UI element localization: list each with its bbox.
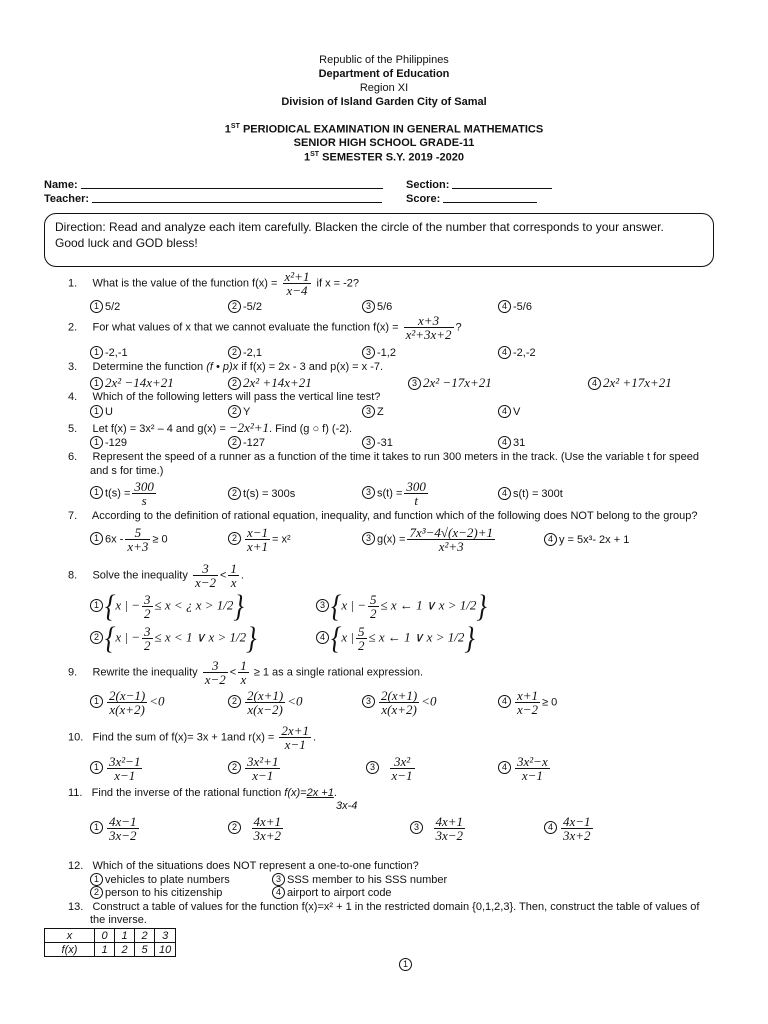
name-line[interactable] [81,179,383,189]
direction-text: Read and analyze each item carefully. Blacken the circle of the number that corresponds to your answer. [109,220,664,234]
section-label: Section: [406,179,450,191]
q12-option-2[interactable]: 2 person to his citizenship [90,886,222,899]
q10-option-1[interactable]: 1 $\frac{\text{3x²−1}}{x-1}$ [90,755,144,782]
name-label: Name: [44,179,78,191]
option-circle[interactable]: 4 [498,405,511,418]
q1-option-2[interactable]: 2 -5/2 [228,300,262,313]
teacher-field[interactable] [44,193,382,205]
q7-option-1[interactable]: 1 6x - $\frac{5}{x+3}$ ≥ 0 [90,526,168,553]
question-6: 6. Represent the speed of a runner as a function of the time it takes to run 300 meters in the track. (Use the variable t for speed [68,451,700,463]
table-header-x: x [45,929,95,943]
header-division: Division of Island Garden City of Samal [281,96,487,108]
option-circle[interactable]: 4 [498,761,511,774]
option-circle[interactable]: 1 [90,695,103,708]
option-circle[interactable]: 3 [408,377,421,390]
question-8: 8. Solve the inequality $\frac{3}{x-2}$ < $\frac{1}{x}$ . [68,561,244,590]
q6-option-2[interactable]: 2 t(s) = 300s [228,487,295,500]
q6-option-1[interactable]: 1 t(s) = $\frac{300}{s}$ [90,480,158,507]
option-circle[interactable]: 2 [90,631,103,644]
question-5: 5. Let f(x) = 3x² – 4 and g(x) = −2x²+1. Find (g ○ f) (-2). [68,420,353,435]
option-circle[interactable]: 3 [316,599,329,612]
question-6-cont: and s for time.) [90,465,164,477]
q2-option-4[interactable]: 4 -2,-2 [498,346,536,359]
table-cell: 2 [135,929,155,943]
option-circle[interactable]: 4 [316,631,329,644]
q3-option-2[interactable]: 2 2x² +14x+21 [228,375,312,391]
teacher-label: Teacher: [44,193,90,205]
q11-option-1[interactable]: 1 $\frac{4x-1}{3x-2}$ [90,815,141,842]
option-circle[interactable]: 4 [544,821,557,834]
score-line[interactable] [443,193,537,203]
option-circle[interactable]: 3 [362,532,375,545]
option-circle[interactable]: 3 [362,300,375,313]
score-field[interactable] [406,193,537,205]
option-circle[interactable]: 3 [362,486,375,499]
q5-option-4[interactable]: 4 31 [498,436,525,449]
q7-option-4[interactable]: 4 y = 5x³- 2x + 1 [544,533,629,546]
option-circle[interactable]: 1 [90,300,103,313]
question-3: 3. Determine the function (f • p)x if f(x) = 2x - 3 and p(x) = x -7. [68,361,384,373]
option-circle[interactable]: 1 [90,873,103,886]
q9-option-1[interactable]: 1 $\frac{2(x-1)}{x(x+2)}$ <0 [90,689,164,716]
name-field[interactable] [44,179,383,191]
q11-option-2[interactable]: 2 $\frac{4x+1}{3x+2}$ [228,815,285,842]
direction-text-2: Good luck and GOD bless! [55,236,198,250]
school-level: SENIOR HIGH SCHOOL GRADE-11 [293,137,475,149]
score-label: Score: [406,193,441,205]
q9-option-4[interactable]: 4 $\frac{x+1}{x-2}$ ≥ 0 [498,689,557,716]
question-10: 10. Find the sum of f(x)= 3x + 1and r(x) = $\frac{2x+1}{x-1}$ . [68,723,317,752]
question-4: 4. Which of the following letters will pass the vertical line test? [68,391,381,403]
q7-option-2[interactable]: 2 $\frac{x-1}{x+1}$ = x² [228,526,291,553]
option-circle[interactable]: 4 [498,695,511,708]
option-circle[interactable]: 4 [498,300,511,313]
table-cell: 5 [135,943,155,957]
q4-option-3[interactable]: 3 Z [362,405,384,418]
question-2: 2. For what values of x that we cannot evaluate the function f(x) = $\frac{x+3}{\text{x²+3x+2}}$ ? [68,313,462,342]
q1-option-1[interactable]: 1 5/2 [90,300,120,313]
q7-option-3[interactable]: 3 g(x) = $\frac{\text{7x³−4√(x−2)+1}}{\text{x²+3}}$ [362,526,497,553]
q11-denominator: 3x-4 [336,800,358,812]
option-circle[interactable]: 2 [228,532,241,545]
q3-option-3[interactable]: 3 2x² −17x+21 [408,375,492,391]
option-circle[interactable]: 4 [272,886,285,899]
q5-option-1[interactable]: 1 -129 [90,436,127,449]
option-circle[interactable]: 1 [90,346,103,359]
option-circle[interactable]: 3 [410,821,423,834]
q10-option-2[interactable]: 2 $\frac{\text{3x²+1}}{x-1}$ [228,755,282,782]
option-circle[interactable]: 4 [544,533,557,546]
q4-option-4[interactable]: 4 V [498,405,520,418]
q12-option-4[interactable]: 4 airport to airport code [272,886,392,899]
question-13-cont: the inverse. [90,914,147,926]
option-circle[interactable]: 2 [228,487,241,500]
header-republic: Republic of the Philippines [319,54,449,66]
q8-option-1[interactable]: 1 {x | − $\frac{3}{2}$ ≤ x < ¿ x > 1/2} [90,593,244,620]
q9-option-3[interactable]: 3 $\frac{2(x+1)}{x(x+2)}$ <0 [362,689,436,716]
q10-option-3[interactable]: 3 $\frac{\text{3x²}}{x-1}$ [366,755,417,782]
q4-option-2[interactable]: 2 Y [228,405,250,418]
q10-option-4[interactable]: 4 $\frac{\text{3x²−x}}{x-1}$ [498,755,552,782]
exam-title: 1ST PERIODICAL EXAMINATION IN GENERAL MATHEMATICS [224,123,544,136]
q4-option-1[interactable]: 1 U [90,405,113,418]
option-circle[interactable]: 1 [90,405,103,418]
header-department: Department of Education [318,68,450,80]
semester: 1ST SEMESTER S.Y. 2019 -2020 [304,151,464,164]
q5-option-3[interactable]: 3 -31 [362,436,393,449]
q8-option-4[interactable]: 4 {x | $\frac{5}{2}$ ≤ x ← 1 ∨ x > 1/2} [316,625,475,652]
table-row [45,943,176,957]
question-1: 1. What is the value of the function f(x) = $\frac{\text{x²+1}}{x-4}$ if x = -2? [68,269,360,298]
option-circle[interactable]: 4 [498,346,511,359]
option-circle[interactable]: 2 [228,695,241,708]
q9-option-2[interactable]: 2 $\frac{2(x+1)}{x(x-2)}$ <0 [228,689,302,716]
direction-label: Direction: [55,220,106,234]
q2-option-3[interactable]: 3 -1,2 [362,346,396,359]
option-circle[interactable]: 2 [228,821,241,834]
q3-option-1[interactable]: 1 2x² −14x+21 [90,375,174,391]
option-circle[interactable]: 3 [362,436,375,449]
table-cell: 10 [155,943,176,957]
option-circle[interactable]: 2 [228,436,241,449]
option-circle[interactable]: 4 [498,487,511,500]
table-row [45,929,176,943]
option-circle[interactable]: 3 [362,346,375,359]
page-number: 1 [399,958,414,971]
option-circle[interactable]: 2 [228,346,241,359]
option-circle[interactable]: 3 [362,695,375,708]
table-cell: 1 [95,943,115,957]
option-circle[interactable]: 2 [228,405,241,418]
table-cell: 2 [115,943,135,957]
option-circle[interactable]: 3 [366,761,379,774]
option-circle[interactable]: 2 [228,377,241,390]
question-13: 13. Construct a table of values for the function f(x)=x² + 1 in the restricted domain {0,1,2,3}. Then, construct the table of values of [68,901,700,913]
table-cell: 3 [155,929,176,943]
q1-option-4[interactable]: 4 -5/6 [498,300,532,313]
option-circle[interactable]: 2 [90,886,103,899]
option-circle[interactable]: 1 [90,821,103,834]
table-cell: 0 [95,929,115,943]
table-cell: 1 [115,929,135,943]
option-circle[interactable]: 1 [90,436,103,449]
option-circle[interactable]: 2 [228,761,241,774]
teacher-line[interactable] [92,193,382,203]
option-circle[interactable]: 4 [588,377,601,390]
q12-option-1[interactable]: 1 vehicles to plate numbers [90,873,230,886]
table-header-fx: f(x) [45,943,95,957]
values-table [44,928,176,957]
option-circle[interactable]: 1 [90,599,103,612]
q1-option-3[interactable]: 3 5/6 [362,300,392,313]
q6-option-3[interactable]: 3 s(t) = $\frac{300}{t}$ [362,480,430,507]
q8-option-3[interactable]: 3 {x | − $\frac{5}{2}$ ≤ x ← 1 ∨ x > 1/2} [316,593,487,620]
q12-option-3[interactable]: 3 SSS member to his SSS number [272,873,447,886]
header-region: Region XI [359,82,409,94]
q8-option-2[interactable]: 2 {x | − $\frac{3}{2}$ ≤ x < 1 ∨ x > 1/2} [90,625,257,652]
option-circle[interactable]: 4 [498,436,511,449]
question-7: 7. According to the definition of rational equation, inequality, and function which of the following does NOT belong to the group? [68,510,698,522]
question-9: 9. Rewrite the inequality $\frac{3}{x-2}$ < $\frac{1}{x}$ ≥ 1 as a single rational expression. [68,658,424,687]
question-11: 11. Find the inverse of the rational function f(x)=2x +1. [68,787,337,799]
q6-option-4[interactable]: 4 s(t) = 300t [498,487,563,500]
q2-option-1[interactable]: 1 -2,-1 [90,346,128,359]
option-circle[interactable]: 1 [90,377,103,390]
option-circle[interactable]: 1 [90,761,103,774]
option-circle[interactable]: 2 [228,300,241,313]
option-circle[interactable]: 3 [362,405,375,418]
section-line[interactable] [452,179,552,189]
q11-option-3[interactable]: 3 $\frac{4x+1}{3x-2}$ [410,815,467,842]
question-12: 12. Which of the situations does NOT represent a one-to-one function? [68,860,419,872]
q11-option-4[interactable]: 4 $\frac{4x-1}{3x+2}$ [544,815,595,842]
option-circle[interactable]: 3 [272,873,285,886]
q2-option-2[interactable]: 2 -2,1 [228,346,262,359]
section-field[interactable] [406,179,552,191]
option-circle[interactable]: 1 [90,532,103,545]
option-circle[interactable]: 1 [90,486,103,499]
q3-option-4[interactable]: 4 2x² +17x+21 [588,375,672,391]
direction-box [44,213,714,267]
q5-option-2[interactable]: 2 -127 [228,436,265,449]
